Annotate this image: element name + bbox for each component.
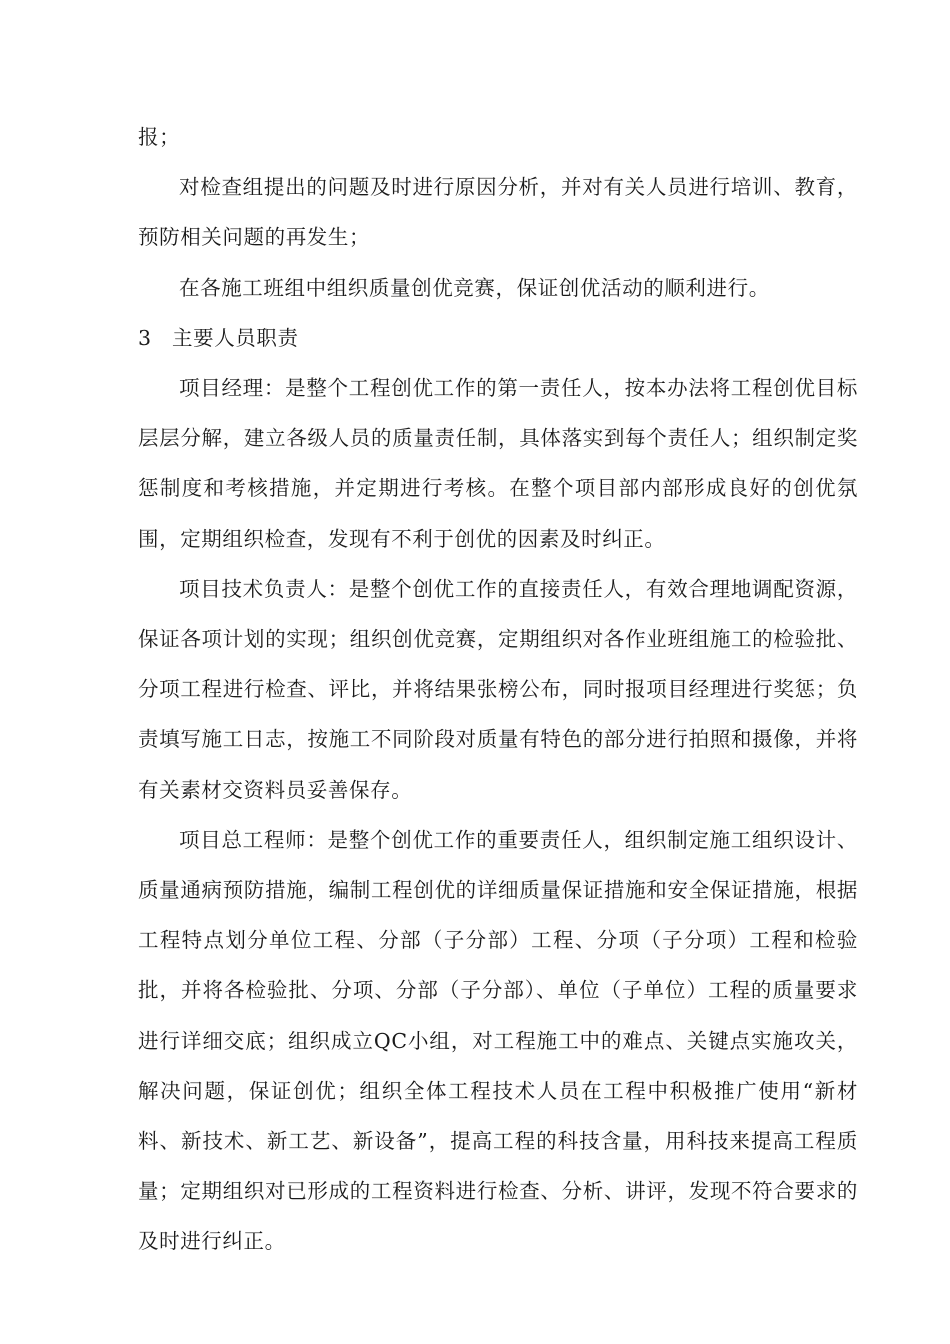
paragraph-analysis-training: 对检查组提出的问题及时进行原因分析，并对有关人员进行培训、教育，预防相关问题的再发生； bbox=[138, 175, 858, 250]
document-page bbox=[138, 112, 858, 1267]
section-heading bbox=[138, 313, 858, 363]
paragraph-project-manager: 项目经理：是整个工程创优工作的第一责任人，按本办法将工程创优目标层层分解，建立各级人员的质量责任制，具体落实到每个责任人；组织制定奖惩制度和考核措施，并定期进行考核。在整个项目部内部形成良好的创优氛围，定期组织检查，发现有不利于创优的因素及时纠正。 bbox=[138, 376, 858, 551]
section-number: 3 bbox=[138, 325, 152, 350]
paragraph-continuation: 报； bbox=[138, 125, 181, 149]
section-title: 主要人员职责 bbox=[172, 325, 299, 350]
paragraph-technical-lead: 项目技术负责人：是整个创优工作的直接责任人，有效合理地调配资源，保证各项计划的实现；组织创优竞赛，定期组织对各作业班组施工的检验批、分项工程进行检查、评比，并将结果张榜公布，同时报项目经理进行奖惩；负责填写施工日志，按施工不同阶段对质量有特色的部分进行拍照和摄像，并将有关素材交资料员妥善保存。 bbox=[138, 576, 858, 802]
paragraph-quality-competition: 在各施工班组中组织质量创优竞赛，保证创优活动的顺利进行。 bbox=[179, 275, 770, 300]
paragraph-chief-engineer: 项目总工程师：是整个创优工作的重要责任人，组织制定施工组织设计、质量通病预防措施，编制工程创优的详细质量保证措施和安全保证措施，根据工程特点划分单位工程、分部（子分部）工程、分项（子分项）工程和检验批，并将各检验批、分项、分部（子分部）、单位（子单位）工程的质量要求进行详细交底；组织成立QC小组，对工程施工中的难点、关键点实施攻关，解决问题，保证创优；组织全体工程技术人员在工程中积极推广使用“新材料、新技术、新工艺、新设备”，提高工程的科技含量，用科技来提高工程质量；定期组织对已形成的工程资料进行检查、分析、讲评，发现不符合要求的及时进行纠正。 bbox=[138, 827, 858, 1254]
